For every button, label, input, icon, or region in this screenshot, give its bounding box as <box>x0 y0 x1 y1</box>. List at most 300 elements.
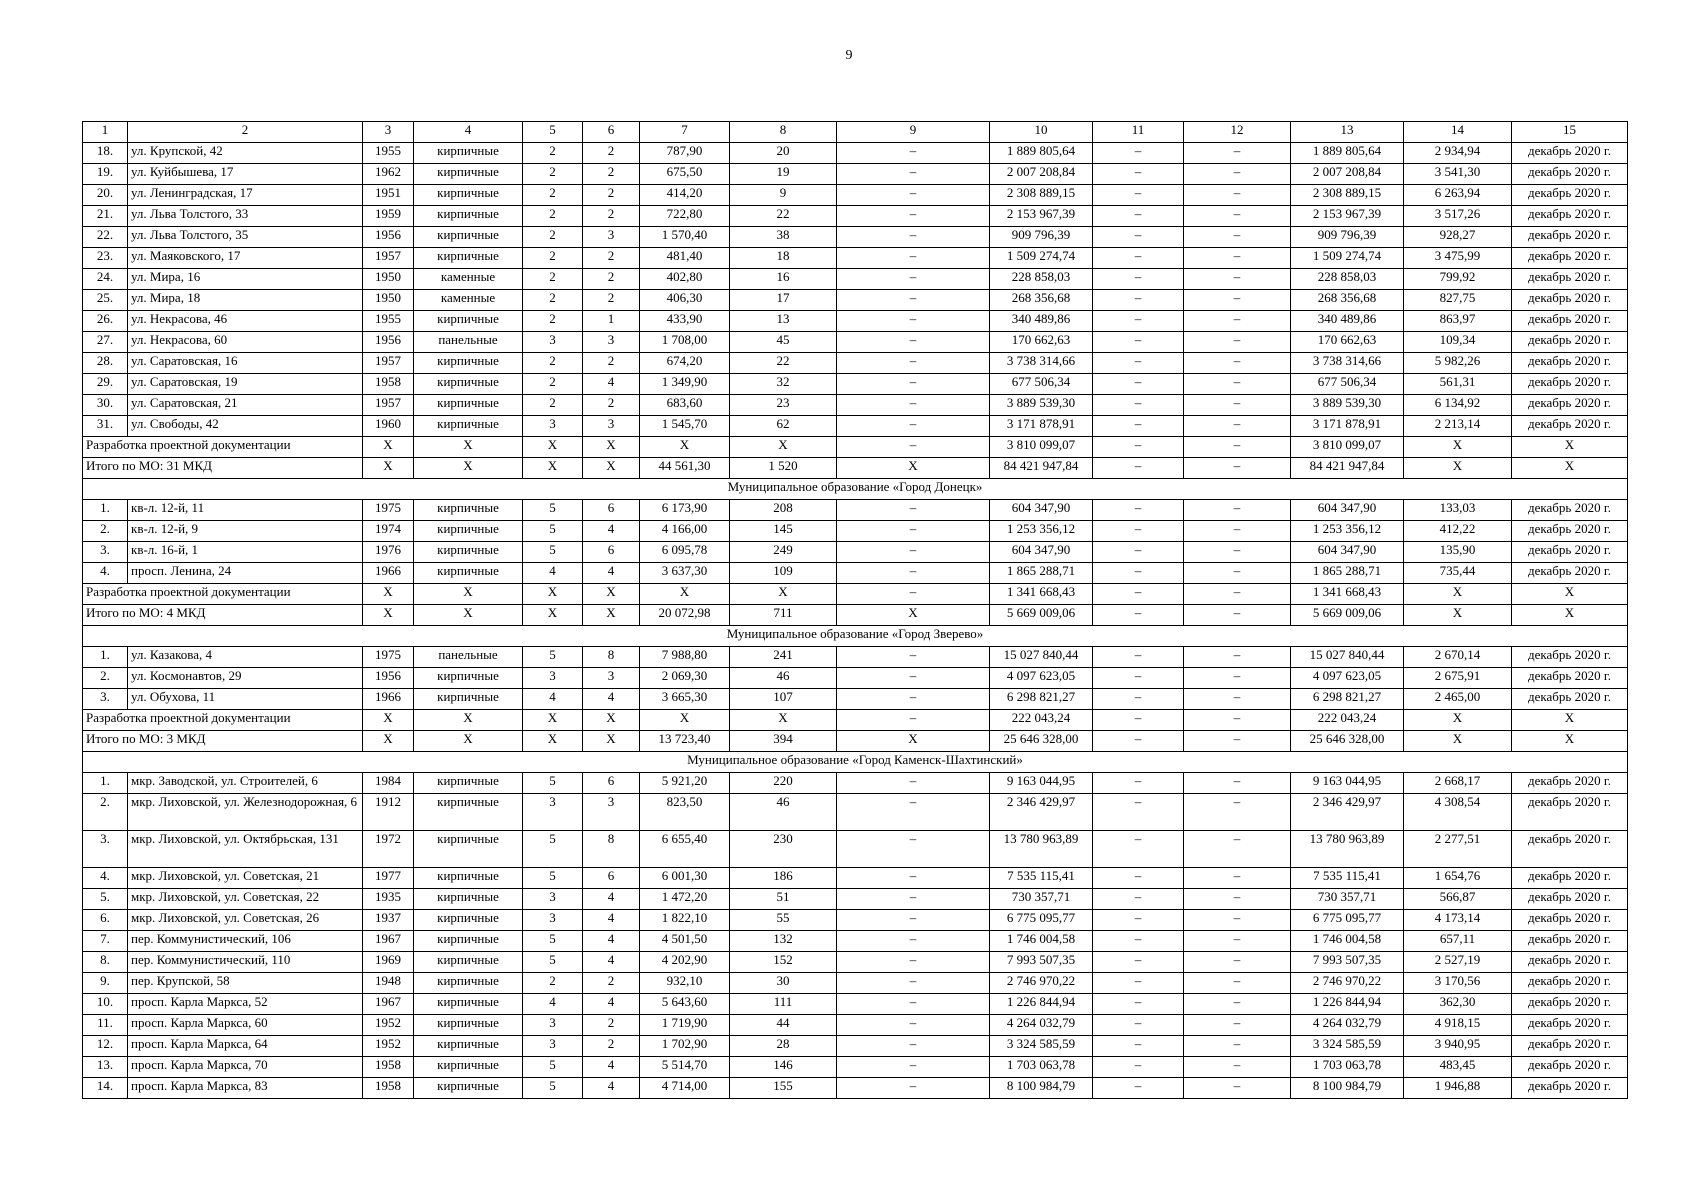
table-row <box>83 868 1628 889</box>
table-cell: X <box>837 731 990 752</box>
table-cell: X <box>363 437 414 458</box>
table-cell: кирпичные <box>414 227 523 248</box>
table-cell: 683,60 <box>640 395 730 416</box>
table-cell: – <box>1184 563 1291 584</box>
table-cell: X <box>414 731 523 752</box>
table-cell: 109 <box>730 563 837 584</box>
address-cell: мкр. Лиховской, ул. Советская, 21 <box>128 868 363 889</box>
address-cell: просп. Карла Маркса, 64 <box>128 1036 363 1057</box>
table-cell: 2 <box>523 353 583 374</box>
table-cell: 1962 <box>363 164 414 185</box>
table-cell: 711 <box>730 605 837 626</box>
table-row <box>83 311 1628 332</box>
address-cell: ул. Льва Толстого, 35 <box>128 227 363 248</box>
table-cell: 1 341 668,43 <box>990 584 1093 605</box>
table-cell: 4 166,00 <box>640 521 730 542</box>
table-cell: 3 <box>523 332 583 353</box>
table-cell: 1 <box>583 311 640 332</box>
table-row <box>83 143 1628 164</box>
table-cell: – <box>1093 311 1184 332</box>
table-cell: 84 421 947,84 <box>1291 458 1404 479</box>
table-cell: 1955 <box>363 143 414 164</box>
address-cell: ул. Крупской, 42 <box>128 143 363 164</box>
table-cell: – <box>1184 605 1291 626</box>
table-cell: 604 347,90 <box>1291 500 1404 521</box>
table-cell: – <box>1093 647 1184 668</box>
table-cell: 2 346 429,97 <box>990 794 1093 831</box>
table-cell: X <box>837 458 990 479</box>
table-cell: 1 946,88 <box>1404 1078 1512 1099</box>
table-cell: 14. <box>83 1078 128 1099</box>
table-cell: – <box>1184 689 1291 710</box>
table-cell: 2 <box>523 395 583 416</box>
table-cell: 1950 <box>363 290 414 311</box>
table-cell: – <box>837 164 990 185</box>
table-cell: 230 <box>730 831 837 868</box>
table-cell: X <box>1512 584 1628 605</box>
table-cell: – <box>837 416 990 437</box>
table-cell: кирпичные <box>414 521 523 542</box>
table-cell: 107 <box>730 689 837 710</box>
table-row <box>83 1078 1628 1099</box>
summary-row <box>83 437 1628 458</box>
table-cell: 2 308 889,15 <box>1291 185 1404 206</box>
table-cell: декабрь 2020 г. <box>1512 973 1628 994</box>
address-cell: ул. Мира, 16 <box>128 269 363 290</box>
table-cell: 84 421 947,84 <box>990 458 1093 479</box>
table-cell: декабрь 2020 г. <box>1512 227 1628 248</box>
table-cell: 4. <box>83 868 128 889</box>
table-cell: 1959 <box>363 206 414 227</box>
table-cell: кирпичные <box>414 910 523 931</box>
table-cell: X <box>523 437 583 458</box>
table-cell: 6 173,90 <box>640 500 730 521</box>
table-cell: 1967 <box>363 931 414 952</box>
table-cell: – <box>1184 269 1291 290</box>
column-header-15: 15 <box>1512 122 1628 143</box>
table-cell: декабрь 2020 г. <box>1512 185 1628 206</box>
table-cell: – <box>1184 731 1291 752</box>
table-cell: 222 043,24 <box>990 710 1093 731</box>
table-cell: – <box>1184 868 1291 889</box>
table-row <box>83 353 1628 374</box>
header-row <box>83 122 1628 143</box>
table-cell: кирпичные <box>414 143 523 164</box>
table-cell: 3. <box>83 542 128 563</box>
table-cell: – <box>837 831 990 868</box>
table-cell: 8. <box>83 952 128 973</box>
table-cell: X <box>1512 605 1628 626</box>
table-cell: 4 <box>583 910 640 931</box>
table-cell: 170 662,63 <box>990 332 1093 353</box>
table-cell: 799,92 <box>1404 269 1512 290</box>
table-row <box>83 668 1628 689</box>
table-cell: 145 <box>730 521 837 542</box>
table-cell: 1 226 844,94 <box>1291 994 1404 1015</box>
table-row <box>83 1015 1628 1036</box>
table-cell: декабрь 2020 г. <box>1512 332 1628 353</box>
table-cell: 433,90 <box>640 311 730 332</box>
table-cell: 1958 <box>363 1057 414 1078</box>
summary-label: Разработка проектной документации <box>83 584 363 605</box>
table-cell: 340 489,86 <box>990 311 1093 332</box>
table-cell: – <box>1184 437 1291 458</box>
table-cell: 5 514,70 <box>640 1057 730 1078</box>
table-cell: 677 506,34 <box>990 374 1093 395</box>
table-cell: – <box>1093 910 1184 931</box>
table-cell: – <box>1093 1078 1184 1099</box>
address-cell: ул. Обухова, 11 <box>128 689 363 710</box>
table-row <box>83 1057 1628 1078</box>
table-cell: – <box>1184 668 1291 689</box>
table-cell: 8 100 984,79 <box>990 1078 1093 1099</box>
table-cell: 1 349,90 <box>640 374 730 395</box>
table-cell: 1 509 274,74 <box>990 248 1093 269</box>
table-cell: – <box>1184 500 1291 521</box>
table-cell: X <box>1512 458 1628 479</box>
column-header-1: 1 <box>83 122 128 143</box>
table-cell: 3 889 539,30 <box>1291 395 1404 416</box>
table-cell: 1 472,20 <box>640 889 730 910</box>
table-cell: – <box>1093 1036 1184 1057</box>
table-cell: – <box>1184 1078 1291 1099</box>
table-cell: 863,97 <box>1404 311 1512 332</box>
table-cell: 483,45 <box>1404 1057 1512 1078</box>
table-cell: 21. <box>83 206 128 227</box>
table-cell: X <box>640 437 730 458</box>
table-row <box>83 164 1628 185</box>
table-cell: 406,30 <box>640 290 730 311</box>
table-cell: декабрь 2020 г. <box>1512 374 1628 395</box>
table-cell: 7. <box>83 931 128 952</box>
table-cell: 8 <box>583 831 640 868</box>
table-cell: – <box>1093 437 1184 458</box>
table-cell: 1 703 063,78 <box>1291 1057 1404 1078</box>
table-cell: декабрь 2020 г. <box>1512 500 1628 521</box>
table-cell: – <box>1093 332 1184 353</box>
table-cell: 16 <box>730 269 837 290</box>
table-row <box>83 374 1628 395</box>
address-cell: ул. Космонавтов, 29 <box>128 668 363 689</box>
table-cell: 1 746 004,58 <box>1291 931 1404 952</box>
column-header-5: 5 <box>523 122 583 143</box>
table-cell: 7 988,80 <box>640 647 730 668</box>
table-cell: декабрь 2020 г. <box>1512 647 1628 668</box>
table-cell: 1984 <box>363 773 414 794</box>
table-cell: 3 517,26 <box>1404 206 1512 227</box>
table-cell: 24. <box>83 269 128 290</box>
table-cell: X <box>583 584 640 605</box>
table-cell: – <box>1184 206 1291 227</box>
table-cell: – <box>1184 416 1291 437</box>
table-cell: X <box>414 584 523 605</box>
table-cell: 32 <box>730 374 837 395</box>
table-cell: декабрь 2020 г. <box>1512 206 1628 227</box>
address-cell: просп. Ленина, 24 <box>128 563 363 584</box>
column-header-8: 8 <box>730 122 837 143</box>
table-cell: X <box>640 710 730 731</box>
table-cell: 2 069,30 <box>640 668 730 689</box>
table-cell: 1 746 004,58 <box>990 931 1093 952</box>
table-cell: декабрь 2020 г. <box>1512 311 1628 332</box>
table-cell: 3 <box>523 794 583 831</box>
table-cell: 8 100 984,79 <box>1291 1078 1404 1099</box>
table-cell: 4 <box>583 931 640 952</box>
table-cell: 3 637,30 <box>640 563 730 584</box>
column-header-14: 14 <box>1404 122 1512 143</box>
address-cell: пер. Коммунистический, 110 <box>128 952 363 973</box>
table-cell: – <box>837 931 990 952</box>
table-cell: – <box>1093 889 1184 910</box>
summary-label: Итого по МО: 4 МКД <box>83 605 363 626</box>
table-cell: 6 095,78 <box>640 542 730 563</box>
table-cell: 2. <box>83 668 128 689</box>
table-cell: X <box>583 710 640 731</box>
table-cell: 3 <box>523 1015 583 1036</box>
table-cell: 25 646 328,00 <box>990 731 1093 752</box>
table-cell: 6 001,30 <box>640 868 730 889</box>
table-cell: 722,80 <box>640 206 730 227</box>
table-cell: 3 810 099,07 <box>990 437 1093 458</box>
table-cell: 3 665,30 <box>640 689 730 710</box>
table-cell: 2. <box>83 794 128 831</box>
table-cell: декабрь 2020 г. <box>1512 994 1628 1015</box>
address-cell: пер. Коммунистический, 106 <box>128 931 363 952</box>
table-cell: X <box>1404 584 1512 605</box>
table-cell: каменные <box>414 269 523 290</box>
table-cell: 1 341 668,43 <box>1291 584 1404 605</box>
address-cell: мкр. Лиховской, ул. Советская, 22 <box>128 889 363 910</box>
table-cell: декабрь 2020 г. <box>1512 416 1628 437</box>
table-cell: X <box>583 458 640 479</box>
table-cell: 5 <box>523 1078 583 1099</box>
table-cell: 1 226 844,94 <box>990 994 1093 1015</box>
table-cell: 1 702,90 <box>640 1036 730 1057</box>
table-cell: 6 298 821,27 <box>990 689 1093 710</box>
table-cell: кирпичные <box>414 563 523 584</box>
table-cell: кирпичные <box>414 353 523 374</box>
table-cell: 2 277,51 <box>1404 831 1512 868</box>
table-cell: 4 097 623,05 <box>990 668 1093 689</box>
table-cell: – <box>837 185 990 206</box>
table-cell: 1 708,00 <box>640 332 730 353</box>
table-cell: – <box>837 1078 990 1099</box>
table-cell: кирпичные <box>414 868 523 889</box>
address-cell: просп. Карла Маркса, 52 <box>128 994 363 1015</box>
table-cell: – <box>1093 831 1184 868</box>
address-cell: ул. Куйбышева, 17 <box>128 164 363 185</box>
table-cell: 5 643,60 <box>640 994 730 1015</box>
table-cell: декабрь 2020 г. <box>1512 1015 1628 1036</box>
table-cell: 3 <box>583 227 640 248</box>
address-cell: ул. Льва Толстого, 33 <box>128 206 363 227</box>
table-cell: 4 714,00 <box>640 1078 730 1099</box>
table-cell: 22. <box>83 227 128 248</box>
table-cell: 5 669 009,06 <box>990 605 1093 626</box>
table-cell: – <box>837 206 990 227</box>
table-cell: 45 <box>730 332 837 353</box>
table-cell: – <box>1093 269 1184 290</box>
table-cell: 4 264 032,79 <box>990 1015 1093 1036</box>
table-cell: 3 <box>523 1036 583 1057</box>
table-cell: – <box>1184 910 1291 931</box>
column-header-9: 9 <box>837 122 990 143</box>
table-cell: 3 <box>523 889 583 910</box>
table-cell: 18 <box>730 248 837 269</box>
table-cell: – <box>1093 143 1184 164</box>
table-cell: 241 <box>730 647 837 668</box>
table-cell: панельные <box>414 332 523 353</box>
table-cell: X <box>730 710 837 731</box>
table-cell: кирпичные <box>414 952 523 973</box>
table-cell: 1977 <box>363 868 414 889</box>
table-cell: 4 097 623,05 <box>1291 668 1404 689</box>
address-cell: кв-л. 12-й, 9 <box>128 521 363 542</box>
section-row <box>83 479 1628 500</box>
table-cell: – <box>837 227 990 248</box>
table-cell: 1 865 288,71 <box>990 563 1093 584</box>
table-cell: 2 <box>583 973 640 994</box>
table-cell: 268 356,68 <box>1291 290 1404 311</box>
address-cell: ул. Саратовская, 21 <box>128 395 363 416</box>
table-cell: кирпичные <box>414 416 523 437</box>
table-cell: – <box>1184 311 1291 332</box>
table-cell: 909 796,39 <box>990 227 1093 248</box>
table-cell: 1952 <box>363 1036 414 1057</box>
table-cell: 677 506,34 <box>1291 374 1404 395</box>
address-cell: кв-л. 12-й, 11 <box>128 500 363 521</box>
table-cell: – <box>1184 831 1291 868</box>
table-cell: 222 043,24 <box>1291 710 1404 731</box>
table-cell: X <box>1512 710 1628 731</box>
table-cell: 2 668,17 <box>1404 773 1512 794</box>
table-cell: 787,90 <box>640 143 730 164</box>
table-cell: 2 <box>583 248 640 269</box>
table-cell: X <box>363 458 414 479</box>
table-cell: 10. <box>83 994 128 1015</box>
table-cell: – <box>1184 994 1291 1015</box>
table-cell: кирпичные <box>414 1078 523 1099</box>
table-row <box>83 521 1628 542</box>
table-cell: X <box>1404 710 1512 731</box>
table-cell: 13 723,40 <box>640 731 730 752</box>
table-cell: 3 <box>523 668 583 689</box>
table-cell: – <box>1093 248 1184 269</box>
address-cell: ул. Ленинградская, 17 <box>128 185 363 206</box>
table-cell: 2 670,14 <box>1404 647 1512 668</box>
section-title: Муниципальное образование «Город Донецк» <box>83 479 1628 500</box>
table-cell: 17 <box>730 290 837 311</box>
table-cell: 4. <box>83 563 128 584</box>
table-cell: декабрь 2020 г. <box>1512 794 1628 831</box>
table-cell: 674,20 <box>640 353 730 374</box>
table-cell: – <box>1184 647 1291 668</box>
table-cell: – <box>1184 931 1291 952</box>
table-cell: 4 <box>583 1078 640 1099</box>
table-row <box>83 994 1628 1015</box>
table-cell: – <box>1184 458 1291 479</box>
table-cell: – <box>1093 973 1184 994</box>
table-cell: 27. <box>83 332 128 353</box>
table-cell: 25. <box>83 290 128 311</box>
table-cell: 2 <box>523 143 583 164</box>
table-cell: 5 <box>523 931 583 952</box>
table-cell: X <box>1404 437 1512 458</box>
table-cell: кирпичные <box>414 1057 523 1078</box>
table-cell: – <box>1184 143 1291 164</box>
table-cell: 111 <box>730 994 837 1015</box>
table-cell: X <box>523 458 583 479</box>
table-cell: 4 <box>583 952 640 973</box>
column-header-6: 6 <box>583 122 640 143</box>
table-cell: – <box>1093 710 1184 731</box>
table-cell: 2 213,14 <box>1404 416 1512 437</box>
address-cell: кв-л. 16-й, 1 <box>128 542 363 563</box>
table-cell: 1956 <box>363 668 414 689</box>
table-cell: 7 993 507,35 <box>1291 952 1404 973</box>
table-cell: 402,80 <box>640 269 730 290</box>
table-cell: 4 202,90 <box>640 952 730 973</box>
table-cell: 3 889 539,30 <box>990 395 1093 416</box>
table-cell: X <box>837 605 990 626</box>
table-cell: 1912 <box>363 794 414 831</box>
table-cell: 2 746 970,22 <box>990 973 1093 994</box>
table-row <box>83 332 1628 353</box>
table-cell: 208 <box>730 500 837 521</box>
table-cell: 1957 <box>363 248 414 269</box>
address-cell: мкр. Лиховской, ул. Советская, 26 <box>128 910 363 931</box>
table-cell: 1 545,70 <box>640 416 730 437</box>
register-table <box>82 121 1628 1099</box>
table-cell: 1967 <box>363 994 414 1015</box>
table-cell: 30 <box>730 973 837 994</box>
table-cell: 6 263,94 <box>1404 185 1512 206</box>
table-cell: – <box>1093 994 1184 1015</box>
summary-row <box>83 458 1628 479</box>
table-cell: 1969 <box>363 952 414 973</box>
table-cell: 3 <box>523 416 583 437</box>
table-cell: 1 865 288,71 <box>1291 563 1404 584</box>
table-cell: декабрь 2020 г. <box>1512 395 1628 416</box>
table-cell: 4 501,50 <box>640 931 730 952</box>
table-cell: – <box>1093 1057 1184 1078</box>
table-cell: – <box>837 353 990 374</box>
table-cell: – <box>1093 374 1184 395</box>
table-cell: 6 <box>583 542 640 563</box>
table-cell: – <box>837 500 990 521</box>
table-cell: X <box>414 710 523 731</box>
table-cell: – <box>1093 952 1184 973</box>
table-cell: 2 346 429,97 <box>1291 794 1404 831</box>
table-cell: панельные <box>414 647 523 668</box>
table-cell: 4 173,14 <box>1404 910 1512 931</box>
table-cell: – <box>1093 416 1184 437</box>
table-cell: 51 <box>730 889 837 910</box>
table-cell: 1956 <box>363 227 414 248</box>
table-cell: – <box>1184 227 1291 248</box>
table-cell: 2 007 208,84 <box>990 164 1093 185</box>
address-cell: ул. Мира, 18 <box>128 290 363 311</box>
table-cell: 5 <box>523 500 583 521</box>
table-cell: 7 535 115,41 <box>1291 868 1404 889</box>
table-cell: 604 347,90 <box>1291 542 1404 563</box>
table-cell: 909 796,39 <box>1291 227 1404 248</box>
table-cell: кирпичные <box>414 311 523 332</box>
table-cell: – <box>1093 458 1184 479</box>
table-cell: 6 <box>583 868 640 889</box>
table-cell: 2 <box>523 269 583 290</box>
table-cell: 2 308 889,15 <box>990 185 1093 206</box>
